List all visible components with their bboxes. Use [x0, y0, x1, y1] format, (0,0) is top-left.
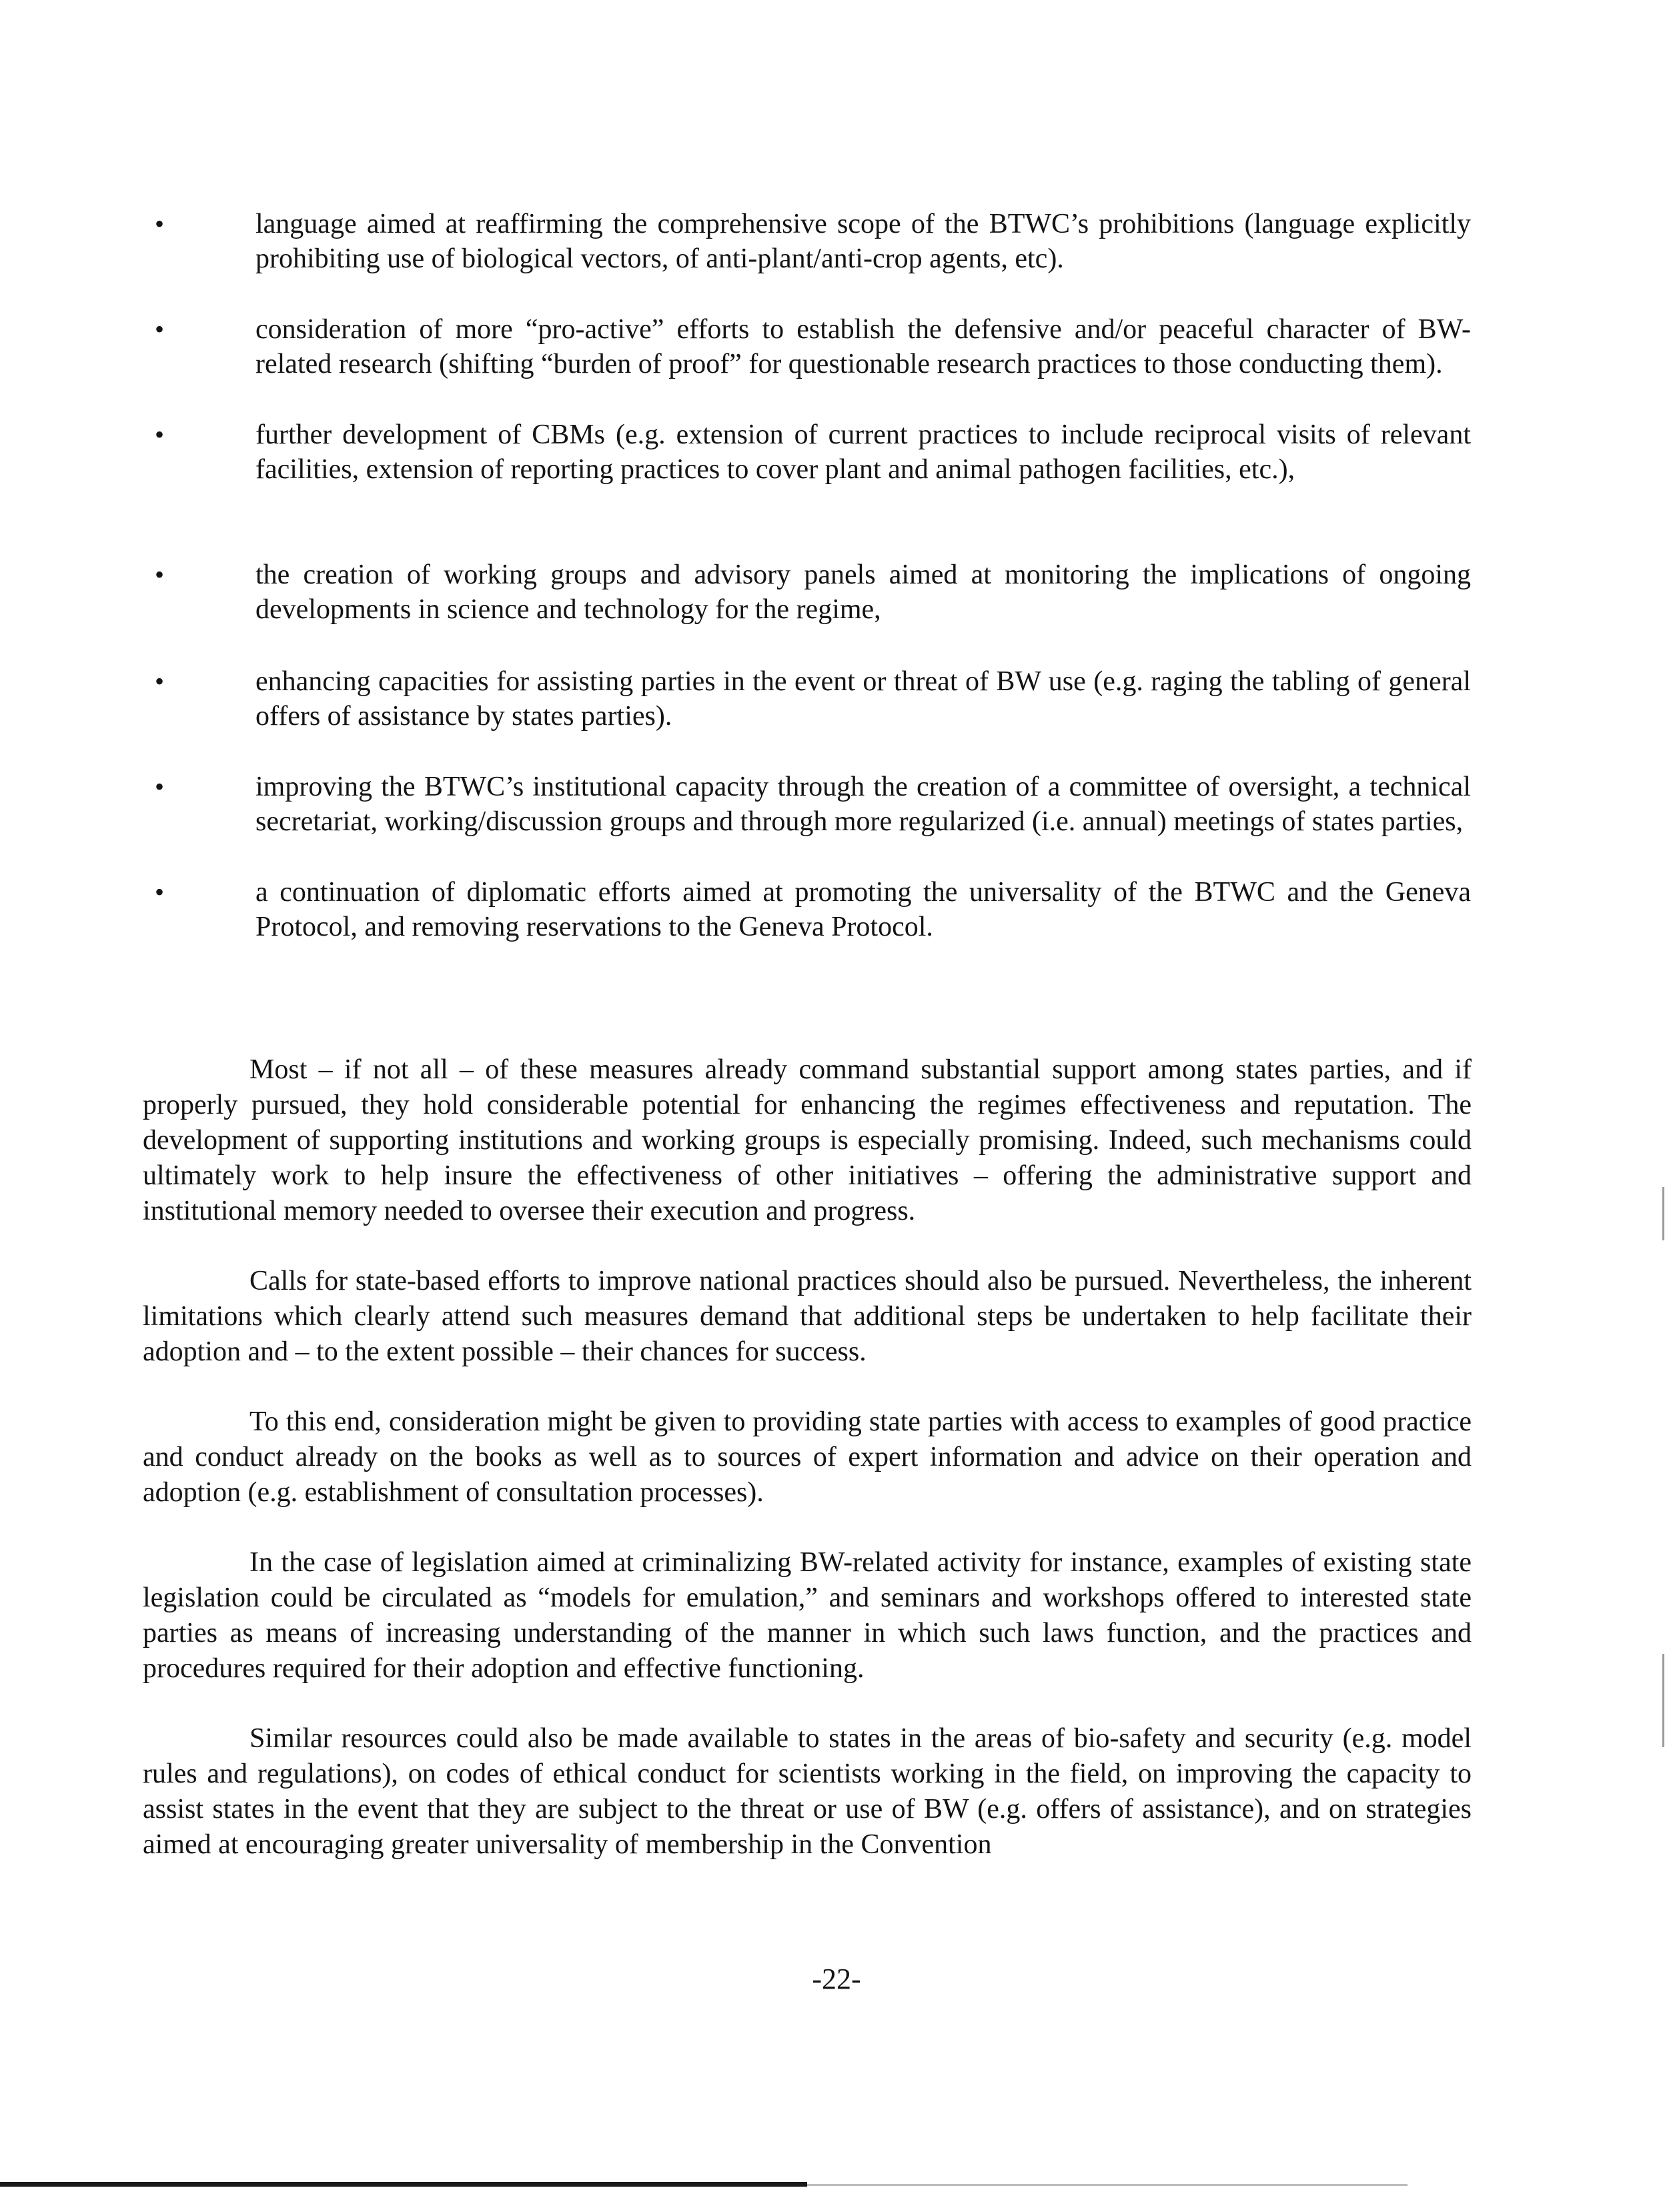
- scan-edge-line-faint: [807, 2184, 1408, 2186]
- bullet-marker: •: [155, 560, 165, 590]
- bullet-item: [0, 664, 1673, 734]
- body-text: [143, 1052, 1472, 1897]
- bullet-text: a continuation of diplomatic efforts aimed at promoting the universality of the BTWC and the Geneva Protocol, and removing reservations to the Geneva Protocol.: [255, 877, 1471, 942]
- bullet-marker: •: [155, 666, 165, 696]
- bullet-item: [0, 875, 1673, 944]
- paragraph: Similar resources could also be made available to states in the areas of bio-safety and security (e.g. model rules and regulations), on codes of ethical conduct for scientists working in the field, on improving the capacity to assist states in the event that they are subject to the threat or use of BW (e.g. offers of assistance), and on strategies aimed at encouraging greater universality of membership in the Convention: [143, 1723, 1472, 1860]
- paragraph: Most – if not all – of these measures already command substantial support among states parties, and if properly pursued, they hold considerable potential for enhancing the regimes effectiveness and reputation. The development of supporting institutions and working groups is especially promising. Indeed, such mechanisms could ultimately work to help insure the effectiveness of other initiatives – offering the administrative support and institutional memory needed to oversee their execution and progress.: [143, 1054, 1472, 1226]
- bullet-marker: •: [155, 772, 165, 802]
- bullet-list: [0, 179, 1673, 972]
- paragraph: To this end, consideration might be given to providing state parties with access to examples of good practice and conduct already on the books as well as to sources of expert information and advice on their operation and adoption (e.g. establishment of consultation processes).: [143, 1406, 1472, 1508]
- bullet-text: the creation of working groups and advisory panels aimed at monitoring the implications of ongoing developments in science and technology for the regime,: [255, 560, 1471, 625]
- bullet-marker: •: [155, 209, 165, 239]
- bullet-marker: •: [155, 314, 165, 344]
- bullet-text: language aimed at reaffirming the comprehensive scope of the BTWC’s prohibitions (language explicitly prohibiting use of biological vectors, of anti-plant/anti-crop agents, etc).: [255, 209, 1471, 274]
- scan-edge-mark: [1662, 1654, 1664, 1747]
- bullet-marker: •: [155, 877, 165, 907]
- bullet-marker: •: [155, 419, 165, 449]
- bullet-item: [0, 312, 1673, 381]
- paragraph: In the case of legislation aimed at criminalizing BW-related activity for instance, examples of existing state legislation could be circulated as “models for emulation,” and seminars and workshops offered to interested state parties as means of increasing understanding of the manner in which such laws function, and the practices and procedures required for their adoption and effective functioning.: [143, 1547, 1472, 1684]
- scan-edge-line: [0, 2182, 807, 2187]
- bullet-text: enhancing capacities for assisting parties in the event or threat of BW use (e.g. raging the tabling of general offers of assistance by states parties).: [255, 666, 1471, 732]
- scan-edge-mark: [1662, 1187, 1664, 1240]
- bullet-item: [0, 770, 1673, 839]
- bullet-text: improving the BTWC’s institutional capacity through the creation of a committee of oversight, a technical secretariat, working/discussion groups and through more regularized (i.e. annual) meetings of states parties,: [255, 772, 1471, 837]
- bullet-text: further development of CBMs (e.g. extension of current practices to include reciprocal visits of relevant facilities, extension of reporting practices to cover plant and animal pathogen facilities, etc.),: [255, 419, 1471, 485]
- bullet-item: [0, 558, 1673, 627]
- bullet-item: [0, 417, 1673, 487]
- bullet-text: consideration of more “pro-active” efforts to establish the defensive and/or peaceful character of BW-related research (shifting “burden of proof” for questionable research practices to those conducting them).: [255, 314, 1471, 379]
- paragraph: Calls for state-based efforts to improve national practices should also be pursued. Nevertheless, the inherent limitations which clearly attend such measures demand that additional steps be undertaken to help facilitate their adoption and – to the extent possible – their chances for success.: [143, 1266, 1472, 1367]
- page-number: -22-: [812, 1963, 861, 1995]
- bullet-item: [0, 207, 1673, 276]
